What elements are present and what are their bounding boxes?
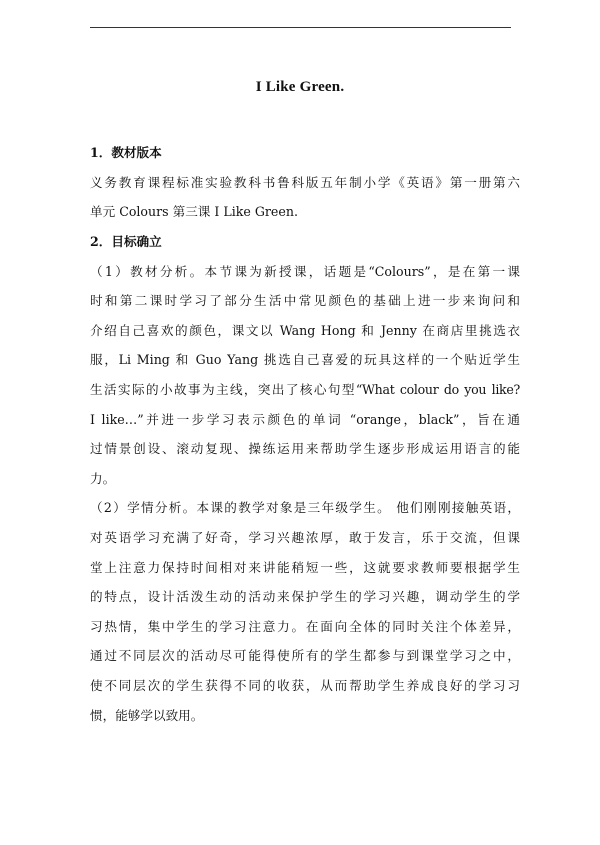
text-line: 服，Li Ming 和 Guo Yang 挑选自己喜爱的玩具这样的一个贴近学生 bbox=[90, 352, 520, 368]
section-heading: 2．目标确立 bbox=[90, 234, 162, 249]
text-line: 介绍自己喜欢的颜色，课文以 Wang Hong 和 Jenny 在商店里挑选衣 bbox=[90, 322, 520, 338]
section-1 bbox=[90, 138, 520, 227]
text-line: 力。 bbox=[90, 470, 116, 486]
document-title: I Like Green. bbox=[255, 79, 345, 95]
text-line: 堂上注意力保持时间相对来讲能稍短一些，这就要求教师要根据学生 bbox=[90, 559, 520, 575]
section-heading: 1．教材版本 bbox=[90, 145, 162, 160]
section-2 bbox=[90, 227, 520, 730]
text-line: 通过不同层次的活动尽可能得使所有的学生都参与到课堂学习之中， bbox=[90, 648, 520, 664]
text-line: 单元 Colours 第三课 I Like Green. bbox=[90, 204, 298, 220]
text-line: 习热情，集中学生的学习注意力。在面向全体的同时关注个体差异， bbox=[90, 618, 520, 634]
text-line: （2）学情分析。本课的教学对象是三年级学生。 他们刚刚接触英语， bbox=[90, 500, 520, 516]
text-line: 生活实际的小故事为主线，突出了核心句型“What colour do you like? bbox=[90, 381, 520, 397]
text-line: （1）教材分析。本节课为新授课，话题是“Colours”，是在第一课 bbox=[90, 263, 520, 279]
text-line: 使不同层次的学生获得不同的收获，从而帮助学生养成良好的学习习 bbox=[90, 677, 520, 693]
text-line: 的特点，设计活泼生动的活动来保护学生的学习兴趣，调动学生的学 bbox=[90, 589, 520, 605]
text-line: 义务教育课程标准实验教科书鲁科版五年制小学《英语》第一册第六 bbox=[90, 174, 520, 190]
header-rule bbox=[90, 27, 511, 28]
text-line: 时和第二课时学习了部分生活中常见颜色的基础上进一步来询问和 bbox=[90, 293, 520, 309]
text-line: 过情景创设、滚动复现、操练运用来帮助学生逐步形成运用语言的能 bbox=[90, 441, 520, 457]
text-line: 对英语学习充满了好奇，学习兴趣浓厚，敢于发言，乐于交流，但课 bbox=[90, 529, 520, 545]
text-line: 惯，能够学以致用。 bbox=[90, 707, 204, 723]
text-line: I like…”并进一步学习表示颜色的单词 “orange，black”，旨在通 bbox=[90, 411, 520, 427]
